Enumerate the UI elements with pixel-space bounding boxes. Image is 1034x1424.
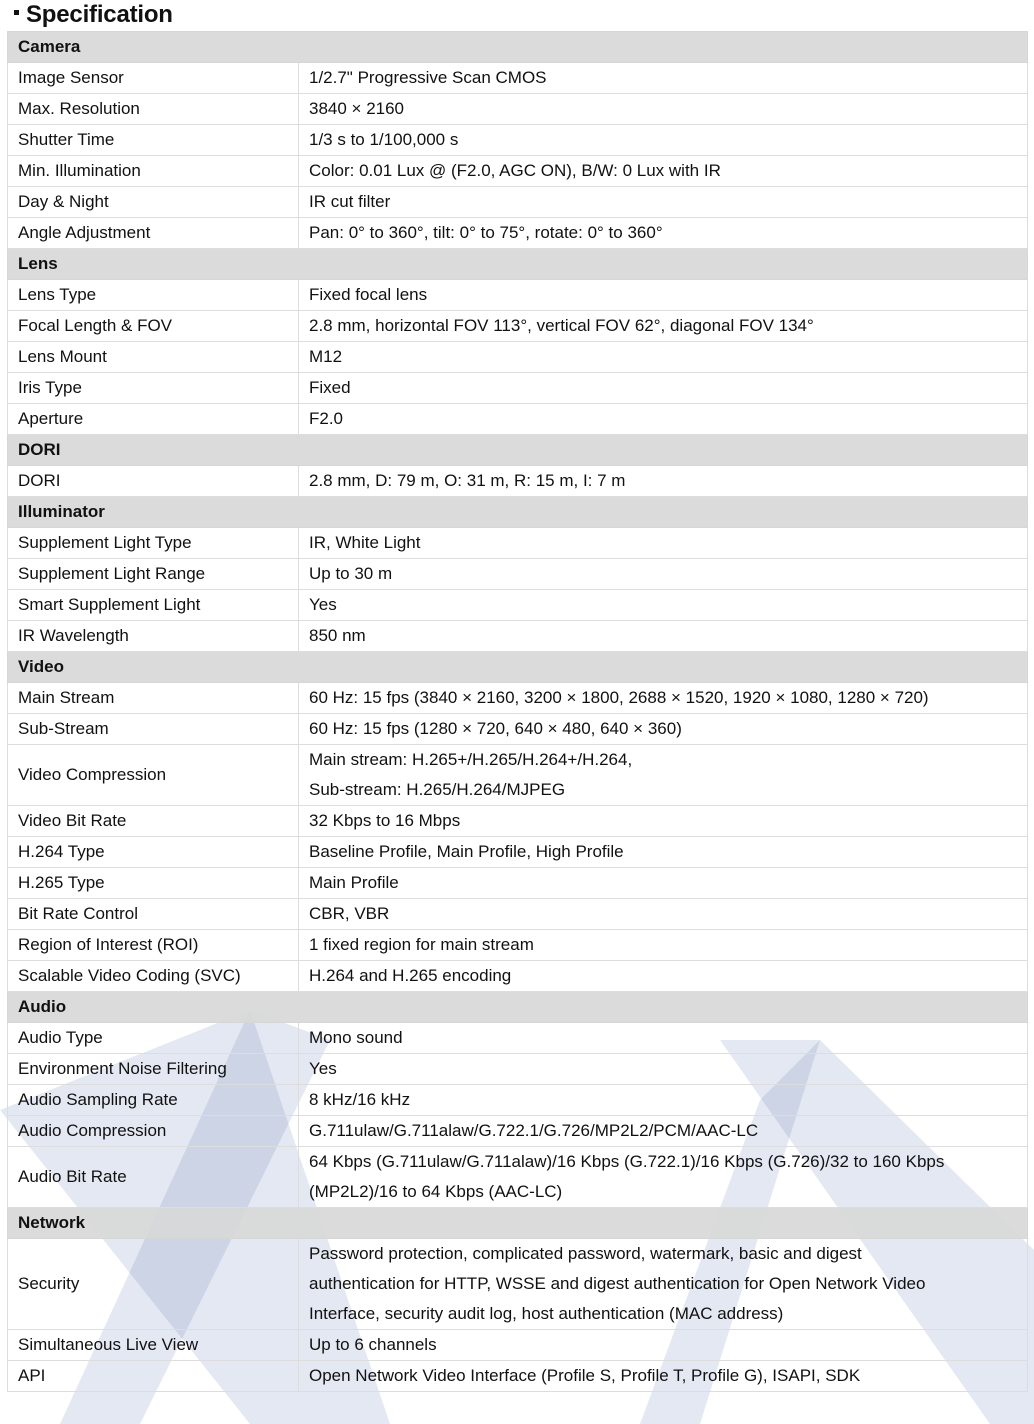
spec-label: Sub-Stream [8, 714, 299, 745]
spec-label: Shutter Time [8, 125, 299, 156]
spec-label: Scalable Video Coding (SVC) [8, 961, 299, 992]
spec-value: 1/2.7" Progressive Scan CMOS [299, 63, 1028, 94]
table-row [8, 1023, 1028, 1054]
table-row [8, 1239, 1028, 1330]
section-header: Lens [8, 249, 1028, 280]
table-row [8, 311, 1028, 342]
spec-value: Mono sound [299, 1023, 1028, 1054]
section-header-row [8, 652, 1028, 683]
spec-label: Max. Resolution [8, 94, 299, 125]
spec-label: H.265 Type [8, 868, 299, 899]
page-title [14, 0, 173, 30]
section-header-row [8, 1208, 1028, 1239]
spec-label: Video Compression [8, 745, 299, 806]
spec-value: 60 Hz: 15 fps (3840 × 2160, 3200 × 1800, 2688 × 1520, 1920 × 1080, 1280 × 720) [299, 683, 1028, 714]
table-row [8, 63, 1028, 94]
spec-label: Region of Interest (ROI) [8, 930, 299, 961]
spec-label: H.264 Type [8, 837, 299, 868]
table-row [8, 1361, 1028, 1392]
section-header: Video [8, 652, 1028, 683]
spec-value: Main Profile [299, 868, 1028, 899]
spec-value: Up to 30 m [299, 559, 1028, 590]
section-header: Camera [8, 32, 1028, 63]
section-header-row [8, 435, 1028, 466]
spec-value: IR, White Light [299, 528, 1028, 559]
spec-value: Fixed [299, 373, 1028, 404]
spec-value: 1 fixed region for main stream [299, 930, 1028, 961]
spec-value: 3840 × 2160 [299, 94, 1028, 125]
spec-label: Video Bit Rate [8, 806, 299, 837]
table-row [8, 683, 1028, 714]
spec-value: Main stream: H.265+/H.265/H.264+/H.264, Sub-stream: H.265/H.264/MJPEG [299, 745, 1028, 806]
table-row [8, 1054, 1028, 1085]
section-header-row [8, 992, 1028, 1023]
spec-label: Lens Type [8, 280, 299, 311]
spec-label: Audio Compression [8, 1116, 299, 1147]
table-row [8, 559, 1028, 590]
spec-label: Image Sensor [8, 63, 299, 94]
spec-value: F2.0 [299, 404, 1028, 435]
table-row [8, 528, 1028, 559]
spec-label: Smart Supplement Light [8, 590, 299, 621]
spec-label: Audio Type [8, 1023, 299, 1054]
table-row [8, 373, 1028, 404]
spec-label: Focal Length & FOV [8, 311, 299, 342]
spec-label: Day & Night [8, 187, 299, 218]
spec-label: Bit Rate Control [8, 899, 299, 930]
spec-value: Pan: 0° to 360°, tilt: 0° to 75°, rotate: 0° to 360° [299, 218, 1028, 249]
spec-value: 8 kHz/16 kHz [299, 1085, 1028, 1116]
spec-value: M12 [299, 342, 1028, 373]
table-row [8, 125, 1028, 156]
spec-label: DORI [8, 466, 299, 497]
spec-label: Audio Bit Rate [8, 1147, 299, 1208]
spec-label: Main Stream [8, 683, 299, 714]
table-row [8, 404, 1028, 435]
spec-table-body [8, 32, 1028, 1392]
spec-value: 2.8 mm, horizontal FOV 113°, vertical FOV 62°, diagonal FOV 134° [299, 311, 1028, 342]
table-row [8, 621, 1028, 652]
spec-label: Min. Illumination [8, 156, 299, 187]
spec-value: IR cut filter [299, 187, 1028, 218]
section-header-row [8, 249, 1028, 280]
spec-value: 32 Kbps to 16 Mbps [299, 806, 1028, 837]
section-header: Audio [8, 992, 1028, 1023]
spec-value: H.264 and H.265 encoding [299, 961, 1028, 992]
table-row [8, 714, 1028, 745]
table-row [8, 868, 1028, 899]
table-row [8, 342, 1028, 373]
table-row [8, 1147, 1028, 1208]
table-row [8, 1085, 1028, 1116]
spec-label: Security [8, 1239, 299, 1330]
section-header-row [8, 497, 1028, 528]
spec-label: Angle Adjustment [8, 218, 299, 249]
spec-value: Open Network Video Interface (Profile S, Profile T, Profile G), ISAPI, SDK [299, 1361, 1028, 1392]
title-bullet-icon [14, 10, 19, 15]
spec-value: 2.8 mm, D: 79 m, O: 31 m, R: 15 m, I: 7 m [299, 466, 1028, 497]
section-header: Illuminator [8, 497, 1028, 528]
page-title-text: Specification [26, 1, 173, 28]
spec-label: Audio Sampling Rate [8, 1085, 299, 1116]
spec-label: IR Wavelength [8, 621, 299, 652]
table-row [8, 961, 1028, 992]
table-row [8, 1116, 1028, 1147]
spec-value: 60 Hz: 15 fps (1280 × 720, 640 × 480, 640 × 360) [299, 714, 1028, 745]
table-row [8, 187, 1028, 218]
spec-value: CBR, VBR [299, 899, 1028, 930]
table-row [8, 899, 1028, 930]
spec-value: 1/3 s to 1/100,000 s [299, 125, 1028, 156]
spec-value: 850 nm [299, 621, 1028, 652]
spec-value: 64 Kbps (G.711ulaw/G.711alaw)/16 Kbps (G.722.1)/16 Kbps (G.726)/32 to 160 Kbps (MP2L2)/16 to 64 Kbps (AAC-LC) [299, 1147, 1028, 1208]
spec-label: Iris Type [8, 373, 299, 404]
table-row [8, 1330, 1028, 1361]
spec-value: Baseline Profile, Main Profile, High Profile [299, 837, 1028, 868]
table-row [8, 280, 1028, 311]
section-header: Network [8, 1208, 1028, 1239]
spec-value: Yes [299, 590, 1028, 621]
table-row [8, 930, 1028, 961]
spec-value: Color: 0.01 Lux @ (F2.0, AGC ON), B/W: 0 Lux with IR [299, 156, 1028, 187]
section-header: DORI [8, 435, 1028, 466]
table-row [8, 94, 1028, 125]
table-row [8, 156, 1028, 187]
spec-value: Fixed focal lens [299, 280, 1028, 311]
table-row [8, 745, 1028, 806]
spec-label: Lens Mount [8, 342, 299, 373]
spec-table [7, 31, 1028, 1392]
spec-value: Yes [299, 1054, 1028, 1085]
table-row [8, 218, 1028, 249]
spec-label: Supplement Light Range [8, 559, 299, 590]
spec-value: Up to 6 channels [299, 1330, 1028, 1361]
table-row [8, 590, 1028, 621]
table-row [8, 837, 1028, 868]
spec-value: G.711ulaw/G.711alaw/G.722.1/G.726/MP2L2/PCM/AAC-LC [299, 1116, 1028, 1147]
table-row [8, 806, 1028, 837]
table-row [8, 466, 1028, 497]
spec-label: API [8, 1361, 299, 1392]
spec-label: Supplement Light Type [8, 528, 299, 559]
spec-value: Password protection, complicated password, watermark, basic and digest authentication for HTTP, WSSE and digest authentication for Open Network Video Interface, security audit log, host authentication (MAC address) [299, 1239, 1028, 1330]
spec-label: Aperture [8, 404, 299, 435]
spec-label: Simultaneous Live View [8, 1330, 299, 1361]
section-header-row [8, 32, 1028, 63]
spec-label: Environment Noise Filtering [8, 1054, 299, 1085]
